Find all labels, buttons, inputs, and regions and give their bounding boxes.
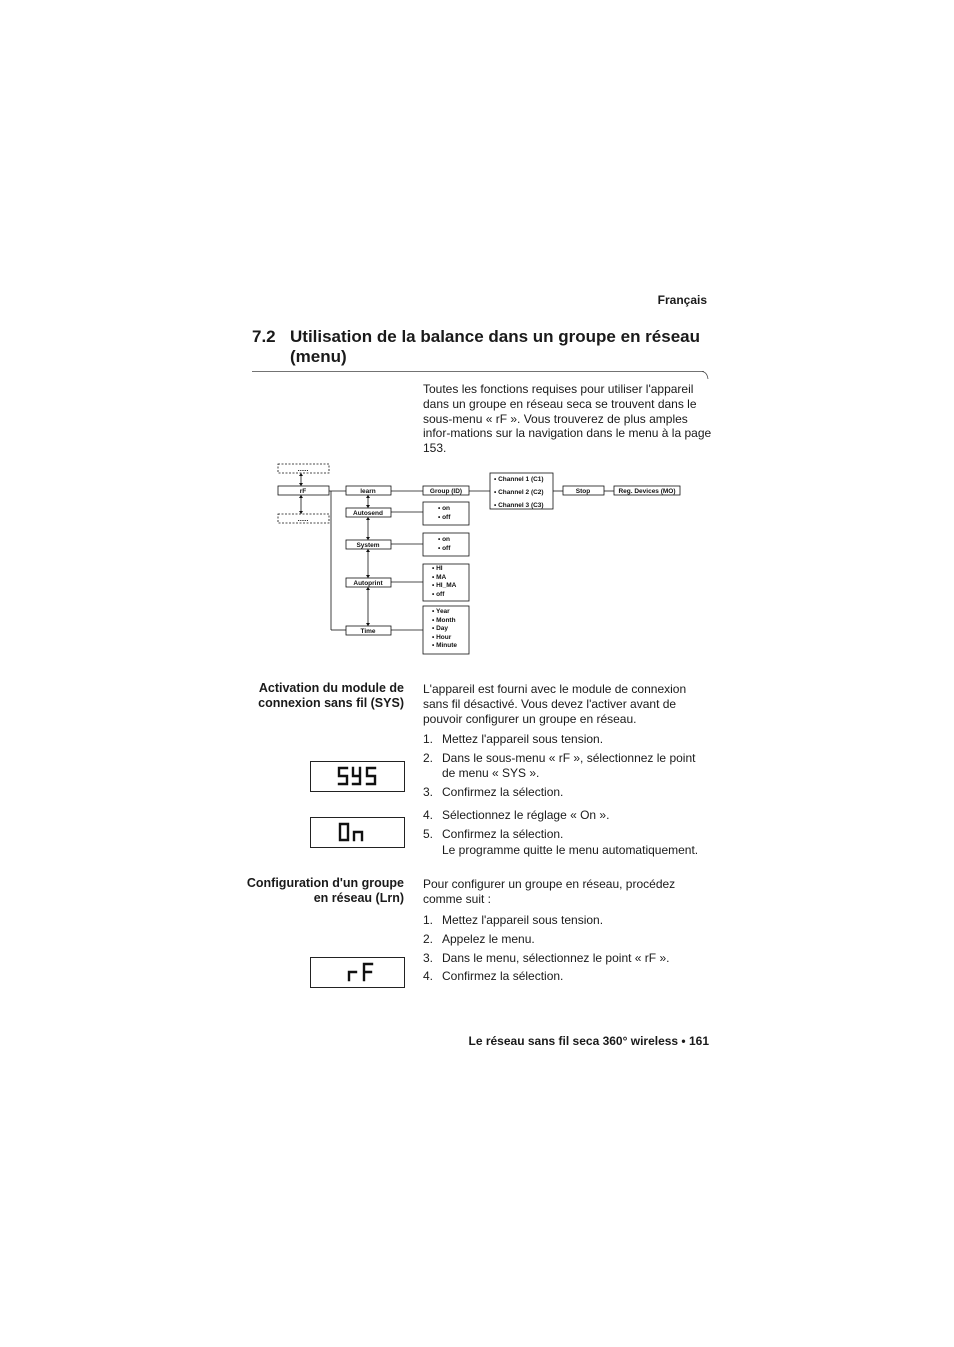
system-on: • on [438,536,451,543]
language-label: Français [657,293,707,307]
channel-2-label: • Channel 2 (C2) [494,489,544,496]
rf-label: rF [299,488,307,495]
configuration-text: Pour configurer un groupe en réseau, procédez comme suit : [423,877,676,906]
time-year: • Year [432,608,450,615]
step-text: Dans le menu, sélectionnez le point « rF ». [442,951,670,965]
display-on [310,817,405,848]
dots-label-bottom: ...... [297,516,309,523]
intro-paragraph: Toutes les fonctions requises pour utiliser l'appareil dans un groupe en réseau seca se trouvent dans le sous-menu « rF ». Vous trouverez de plus amples infor-mations sur la navigation dans le menu à la page 153. [423,382,712,456]
step-number: 3. [423,951,434,965]
section-title-line1: Utilisation de la balance dans un groupe en réseau [290,327,700,346]
page-footer: Le réseau sans fil seca 360° wireless • 161 [468,1034,709,1048]
step-text: Mettez l'appareil sous tension. [442,913,604,927]
reg-devices-label: Reg. Devices (MO) [618,488,676,495]
step-text: Confirmez la sélection. [442,969,564,983]
section-title-line2: (menu) [290,347,347,366]
autoprint-ma: • MA [432,574,447,581]
activation-step-5-note: Le programme quitte le menu automatiquement. [442,843,699,857]
step-number: 4. [423,969,434,983]
dots-label-top: ...... [297,466,309,473]
autosend-on: • on [438,505,451,512]
time-minute: • Minute [432,642,458,649]
autosend-off: • off [438,514,451,521]
step-text: Confirmez la sélection. [442,785,564,799]
step-number: 2. [423,932,434,946]
step-number: 3. [423,785,434,799]
group-label: Group (ID) [429,488,463,495]
activation-text: L'appareil est fourni avec le module de connexion sans fil désactivé. Vous devez l'activer avant de pouvoir configurer un groupe en réseau. [423,682,687,726]
step-text: Dans le sous-menu « rF », sélectionnez le point de menu « SYS ». [442,751,696,780]
time-label: Time [360,628,376,635]
system-label: System [356,542,380,549]
time-month: • Month [432,617,456,624]
seven-segment-on [311,818,404,847]
step-number: 5. [423,827,434,841]
time-day: • Day [432,625,449,632]
autoprint-hima: • HI_MA [432,582,457,589]
seven-segment-rf [311,958,404,987]
autoprint-label: Autoprint [353,580,383,587]
channel-1-label: • Channel 1 (C1) [494,476,544,483]
autoprint-off: • off [432,591,445,598]
autoprint-hi: • HI [432,565,443,572]
seven-segment-sys [311,762,404,791]
display-sys [310,761,405,792]
configuration-heading: Configuration d'un groupe en réseau (Lrn) [246,876,404,905]
autosend-label: Autosend [353,510,383,517]
step-number: 2. [423,751,434,765]
system-off: • off [438,545,451,552]
stop-label: Stop [575,488,591,495]
step-text: Appelez le menu. [442,932,535,946]
section-number: 7.2 [252,327,276,346]
step-text: Mettez l'appareil sous tension. [442,732,604,746]
step-number: 1. [423,732,434,746]
step-number: 4. [423,808,434,822]
display-rf [310,957,405,988]
step-text: Confirmez la sélection. [442,827,564,841]
step-text: Sélectionnez le réglage « On ». [442,808,610,822]
learn-label: learn [360,488,376,495]
channel-3-label: • Channel 3 (C3) [494,502,544,509]
time-hour: • Hour [432,634,452,641]
step-number: 1. [423,913,434,927]
rf-menu-diagram [270,462,690,662]
activation-heading: Activation du module de connexion sans fil (SYS) [258,681,404,710]
